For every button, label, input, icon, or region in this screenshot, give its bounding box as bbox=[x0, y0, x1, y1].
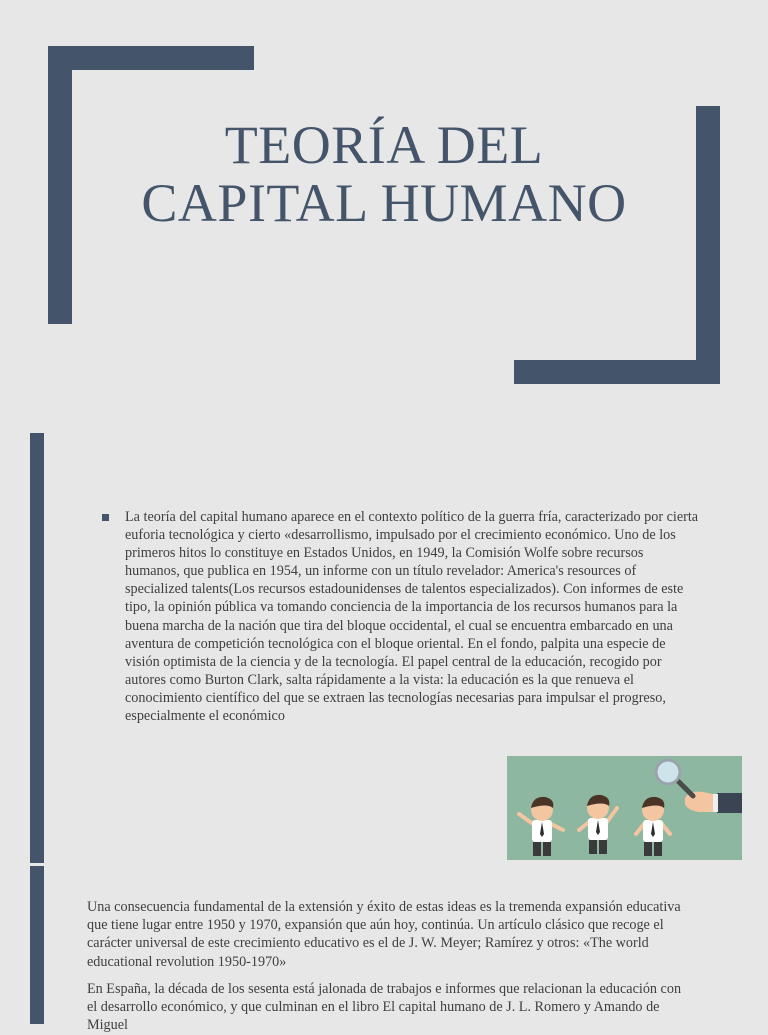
slide-title bbox=[60, 116, 708, 232]
title-line-2: CAPITAL HUMANO bbox=[141, 173, 627, 233]
bullet-square-icon bbox=[102, 514, 109, 521]
bullet-item bbox=[100, 508, 700, 725]
title-line-1: TEORÍA DEL bbox=[224, 115, 544, 175]
talent-search-illustration bbox=[507, 756, 742, 860]
slide3-accent-bar bbox=[30, 866, 44, 1024]
paragraph-1: Una consecuencia fundamental de la extensión y éxito de estas ideas es la tremenda expansión educativa que tiene lugar entre 1950 y 1970, expansión que aún hoy, continúa. Un artículo clásico que recoge el carácter universal de este crecimiento educativo es el de J. W. Meyer; Ramírez y otros: «The world educational revolution 1950-1970» bbox=[87, 899, 681, 970]
paragraph-2: En España, la década de los sesenta está jalonada de trabajos e informes que relacionan la educación con el desarrollo económico, y que culminan en el libro El capital humano de J. L. Romero y Amando de Miguel bbox=[87, 981, 682, 1034]
bullet-text: La teoría del capital humano aparece en el contexto político de la guerra fría, caracterizado por cierta euforia tecnológica y cierto «desarrollismo, impulsado por el crecimiento económico. Uno de los primeros hitos lo constituye en Estados Unidos, en 1949, la Comisión Wolfe sobre recursos humanos, que publica en 1954, un informe con un título revelador: America's resources of specialized talents(Los recursos estadounidenses de talentos especializados). Con informes de este tipo, la opinión pública va tomando conciencia de la importancia de los recursos humanos para la buena marcha de la nación que tira del bloque occidental, el cual se encuentra embarcado en una aventura de competición tecnológica con el bloque oriental. En el fondo, palpita una especie de visión optimista de la ciencia y de la tecnología. El papel central de la educación, recogido por autores como Burton Clark, salta rápidamente a la vista: la educación es la que renueva el conocimiento científico del que se extraen las tecnologías necesarias para impulsar el progreso, especialmente el económico bbox=[125, 509, 699, 725]
slide2-accent-bar bbox=[30, 433, 44, 863]
